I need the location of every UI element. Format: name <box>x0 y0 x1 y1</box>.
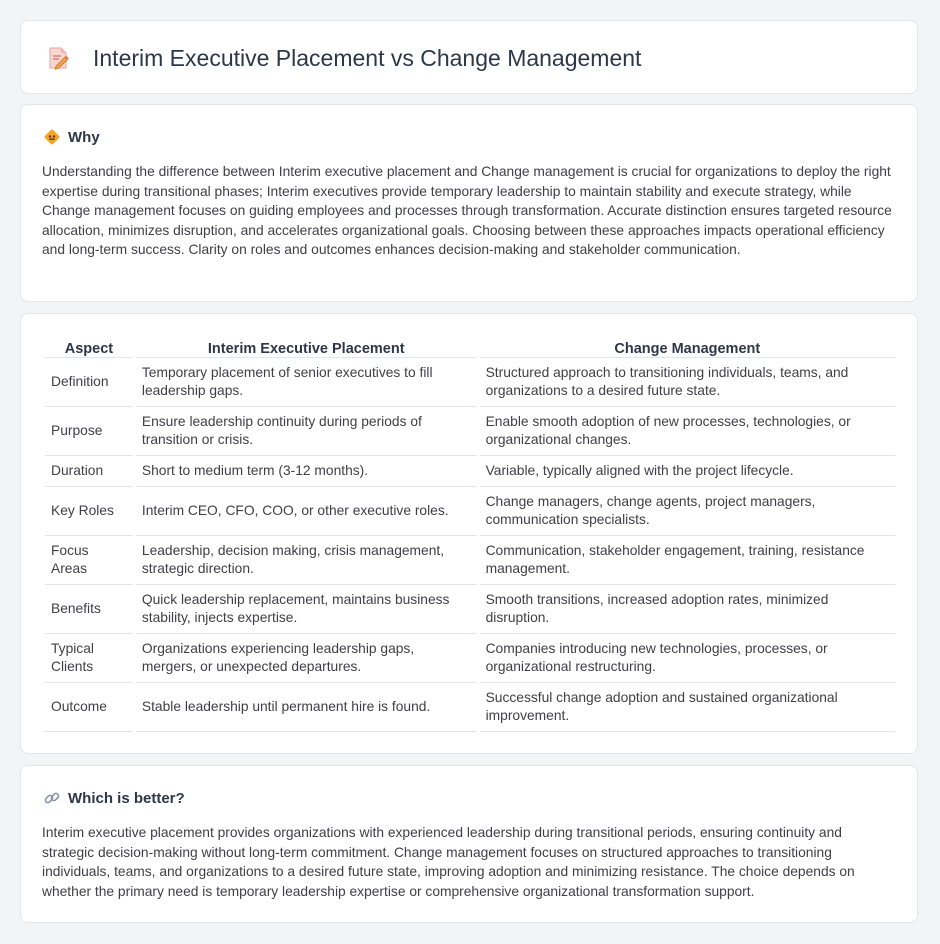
table-row <box>45 536 895 585</box>
change-cell: Structured approach to transitioning individuals, teams, and organizations to a desired future state. <box>480 358 895 407</box>
better-heading <box>43 788 185 808</box>
interim-cell: Short to medium term (3-12 months). <box>136 456 477 487</box>
table-header-row <box>45 336 895 358</box>
interim-cell: Quick leadership replacement, maintains business stability, injects expertise. <box>136 585 477 634</box>
table-row <box>45 407 895 456</box>
header-aspect: Aspect <box>45 336 133 358</box>
interim-cell: Stable leadership until permanent hire is found. <box>136 683 477 732</box>
table-row <box>45 585 895 634</box>
better-title: Which is better? <box>68 789 185 807</box>
interim-cell: Ensure leadership continuity during periods of transition or crisis. <box>136 407 477 456</box>
better-text: Interim executive placement provides organizations with experienced leadership during transitional periods, ensuring continuity and strategic decision-making without long-term commitment. Change management focuses on structured approaches to transitioning individuals, teams, and organizations to a desired future state, improving adoption and minimizing resistance. The choice depends on whether the primary need is temporary leadership expertise or comprehensive organizational transformation support. <box>42 825 855 899</box>
which-better-section <box>20 765 918 923</box>
comparison-table <box>42 336 898 732</box>
comparison-card <box>20 313 918 754</box>
why-heading <box>43 127 100 147</box>
why-section <box>20 104 918 302</box>
aspect-cell: Definition <box>45 358 133 407</box>
interim-cell: Temporary placement of senior executives to fill leadership gaps. <box>136 358 477 407</box>
table-row <box>45 487 895 536</box>
header-interim: Interim Executive Placement <box>136 336 477 358</box>
interim-cell: Interim CEO, CFO, COO, or other executive roles. <box>136 487 477 536</box>
link-icon <box>43 789 61 807</box>
aspect-cell: Outcome <box>45 683 133 732</box>
aspect-cell: Focus Areas <box>45 536 133 585</box>
header-change: Change Management <box>480 336 895 358</box>
page-title: Interim Executive Placement vs Change Management <box>93 45 642 71</box>
why-title: Why <box>68 128 100 146</box>
aspect-cell: Typical Clients <box>45 634 133 683</box>
interim-cell: Leadership, decision making, crisis management, strategic direction. <box>136 536 477 585</box>
change-cell: Smooth transitions, increased adoption rates, minimized disruption. <box>480 585 895 634</box>
change-cell: Companies introducing new technologies, processes, or organizational restructuring. <box>480 634 895 683</box>
change-cell: Change managers, change agents, project managers, communication specialists. <box>480 487 895 536</box>
aspect-cell: Benefits <box>45 585 133 634</box>
header-card <box>20 20 918 94</box>
change-cell: Variable, typically aligned with the project lifecycle. <box>480 456 895 487</box>
aspect-cell: Key Roles <box>45 487 133 536</box>
document-pen-icon <box>45 45 71 71</box>
diamond-sign-icon <box>43 128 61 146</box>
change-cell: Successful change adoption and sustained organizational improvement. <box>480 683 895 732</box>
aspect-cell: Duration <box>45 456 133 487</box>
aspect-cell: Purpose <box>45 407 133 456</box>
change-cell: Enable smooth adoption of new processes, technologies, or organizational changes. <box>480 407 895 456</box>
change-cell: Communication, stakeholder engagement, training, resistance management. <box>480 536 895 585</box>
interim-cell: Organizations experiencing leadership gaps, mergers, or unexpected departures. <box>136 634 477 683</box>
table-row <box>45 456 895 487</box>
table-row <box>45 634 895 683</box>
table-row <box>45 683 895 732</box>
table-row <box>45 358 895 407</box>
why-text: Understanding the difference between Interim executive placement and Change management is crucial for organizations to deploy the right expertise during transitional phases; Interim executives provide temporary leadership to maintain stability and execute strategy, while Change management focuses on guiding employees and processes through transformation. Accurate distinction ensures targeted resource allocation, minimizes disruption, and accelerates organizational goals. Choosing between these approaches impacts operational efficiency and long-term success. Clarity on roles and outcomes enhances decision-making and stakeholder communication. <box>42 164 892 257</box>
